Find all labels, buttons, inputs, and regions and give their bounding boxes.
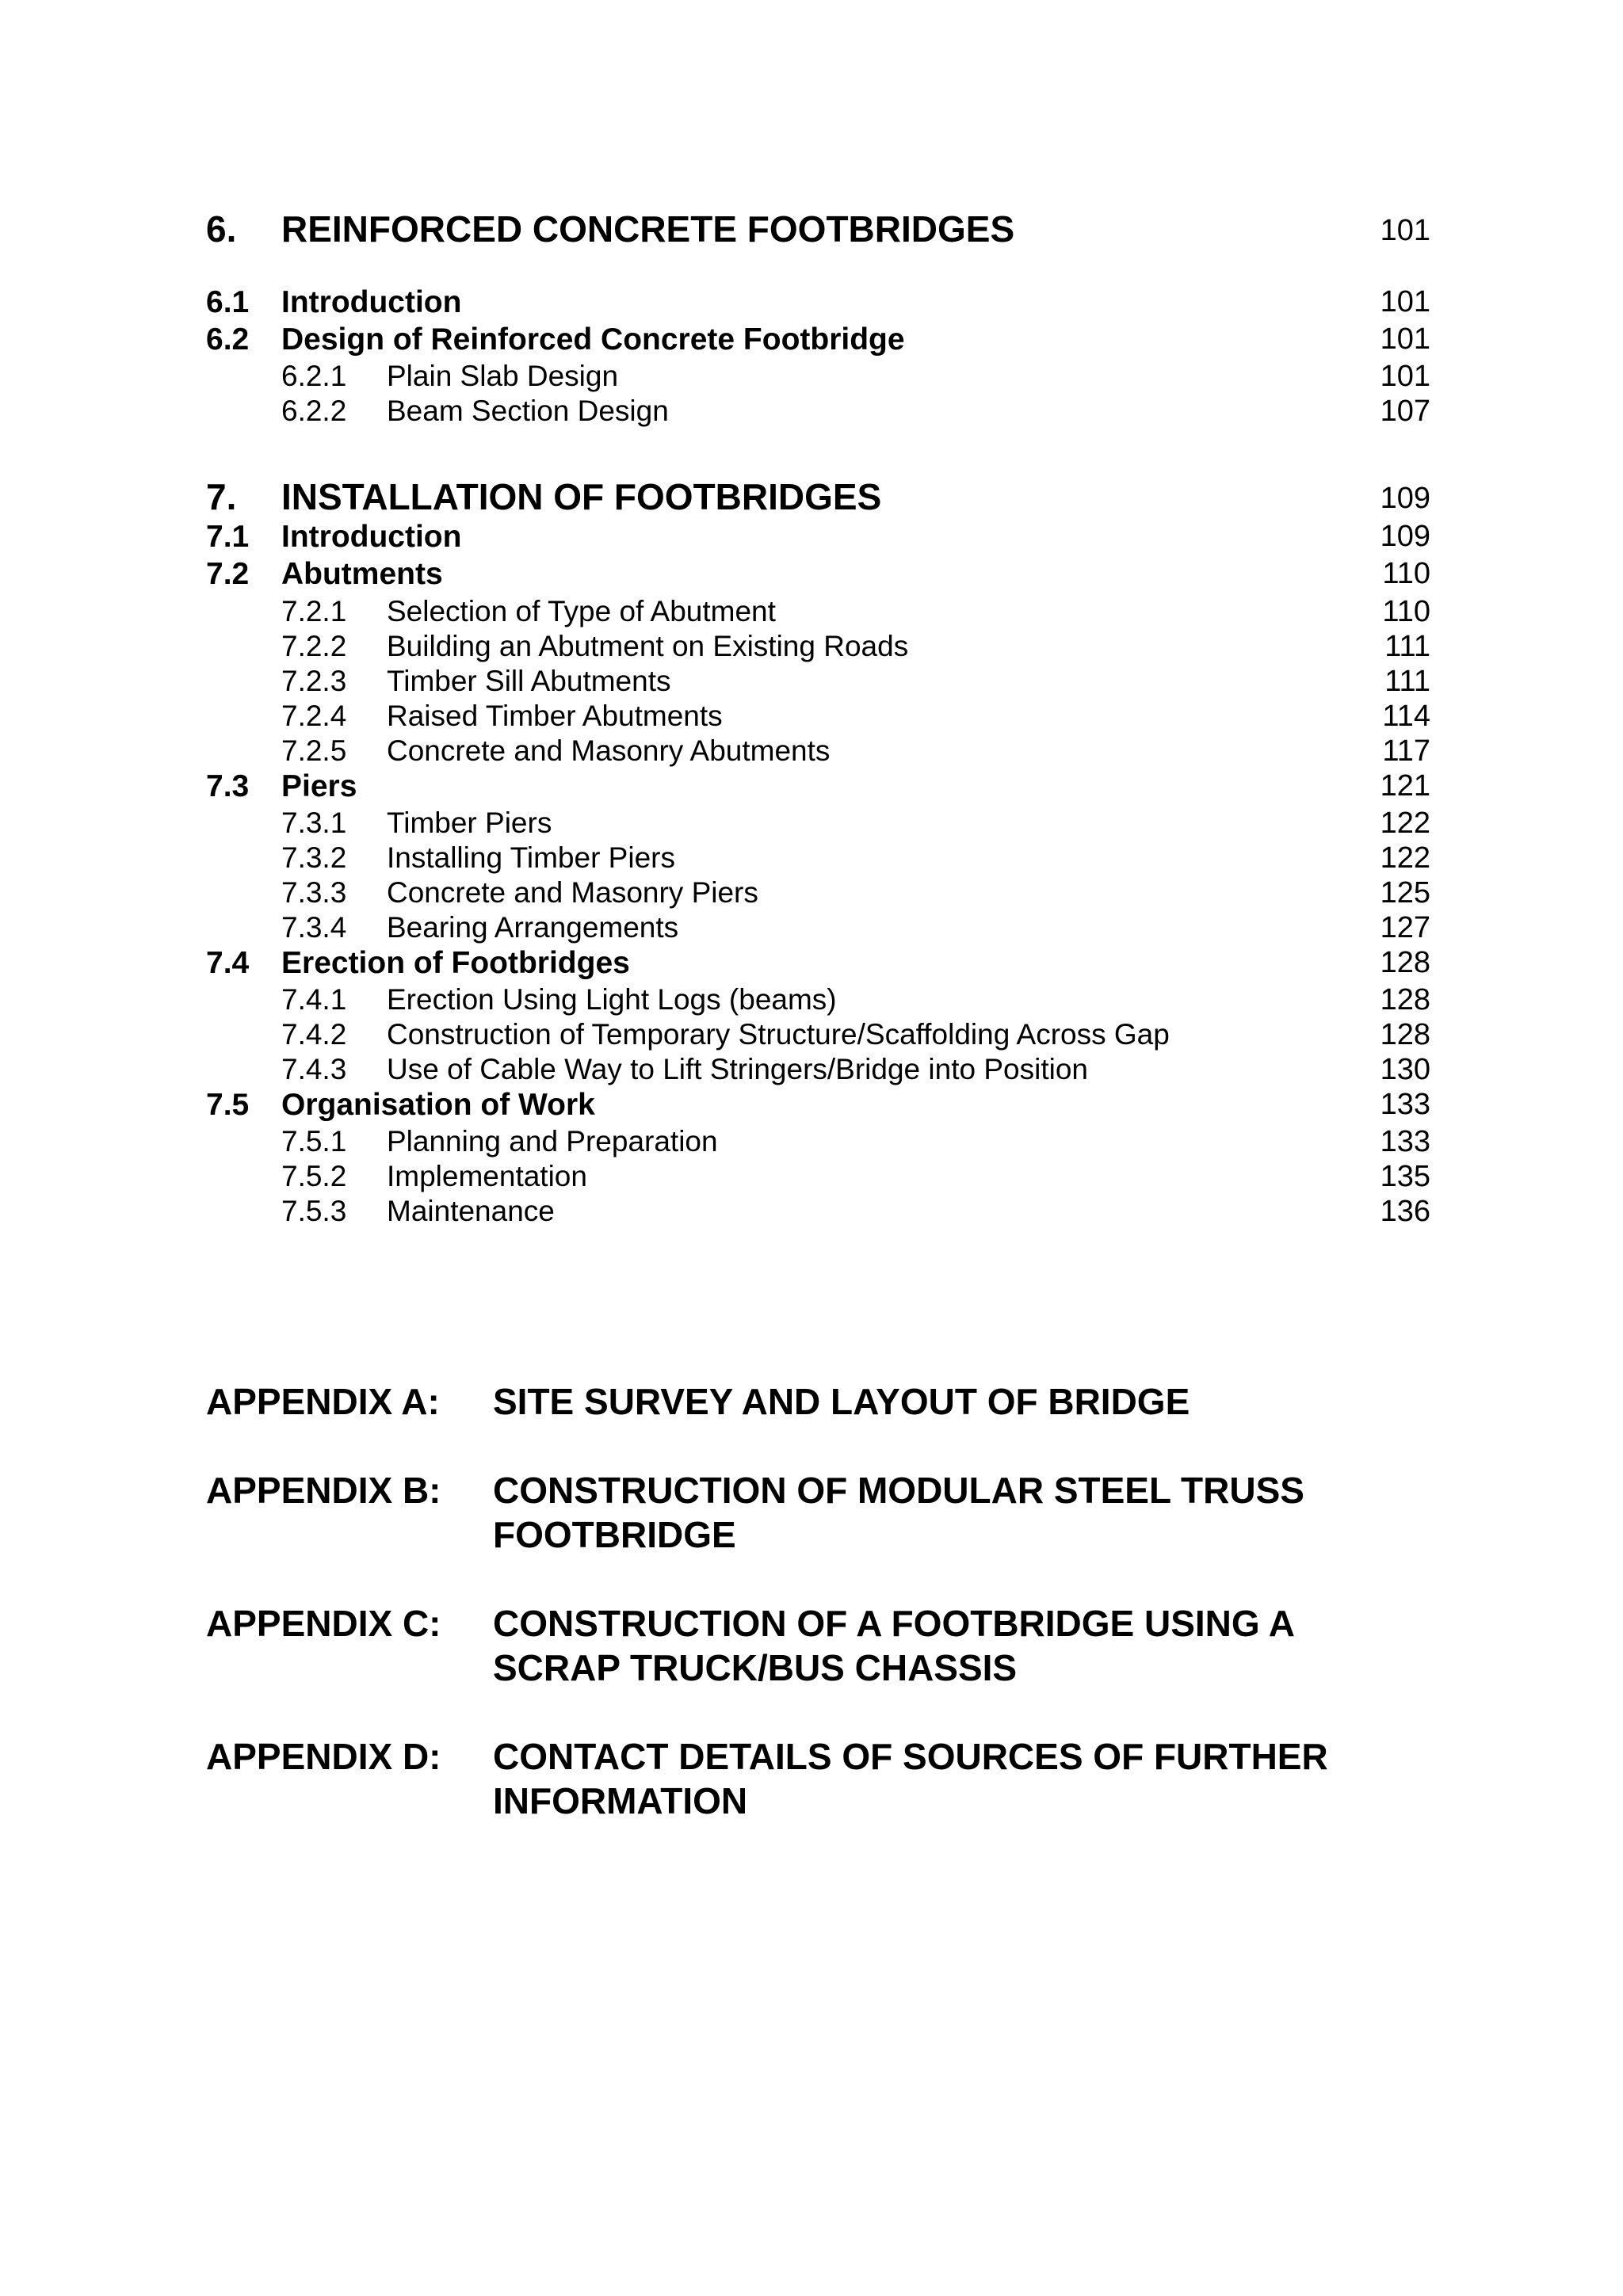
- subsection-title: Construction of Temporary Structure/Scaffolding Across Gap: [387, 1018, 1170, 1051]
- page-number: 101: [1380, 214, 1430, 247]
- page-number: 114: [1382, 700, 1430, 733]
- appendix-title: SITE SURVEY AND LAYOUT OF BRIDGE: [493, 1381, 1190, 1422]
- page-number: 107: [1380, 395, 1430, 428]
- section-title: Design of Reinforced Concrete Footbridge: [281, 322, 905, 357]
- page-number: 122: [1380, 807, 1430, 840]
- page-number: 101: [1380, 360, 1430, 393]
- toc-section-6-1: [206, 285, 1430, 323]
- section-number: 7.2: [206, 557, 250, 591]
- toc-section-7-2: [206, 557, 1430, 595]
- subsection-title: Planning and Preparation: [387, 1125, 718, 1158]
- page-number: 121: [1380, 769, 1430, 803]
- subsection-title: Installing Timber Piers: [387, 841, 675, 874]
- page-number: 101: [1380, 322, 1430, 356]
- appendix-title: CONSTRUCTION OF MODULAR STEEL TRUSS FOOTBRIDGE: [493, 1470, 1304, 1555]
- subsection-number: 7.4.2: [281, 1018, 347, 1051]
- subsection-number: 6.2.1: [281, 360, 347, 392]
- toc-subsection-7-5-2: [206, 1160, 1430, 1198]
- subsection-number: 7.4.3: [281, 1053, 347, 1085]
- toc-section-7-4: [206, 946, 1430, 984]
- page-number: 117: [1382, 734, 1430, 768]
- appendix-label: APPENDIX D:: [206, 1736, 441, 1777]
- page-number: 111: [1384, 630, 1430, 663]
- subsection-number: 7.5.1: [281, 1125, 347, 1158]
- toc-subsection-7-5-3: [206, 1195, 1430, 1233]
- section-number: 6.1: [206, 285, 250, 319]
- toc-subsection-6-2-2: [206, 395, 1430, 433]
- section-title: Introduction: [281, 285, 462, 319]
- page-number: 122: [1380, 841, 1430, 875]
- subsection-title: Bearing Arrangements: [387, 911, 679, 944]
- section-title: Abutments: [281, 557, 443, 591]
- page-number: 127: [1380, 911, 1430, 944]
- page-number: 135: [1380, 1160, 1430, 1193]
- chapter-number: 6.: [206, 208, 237, 250]
- page-number: 136: [1380, 1195, 1430, 1228]
- page-number: 125: [1380, 876, 1430, 910]
- subsection-number: 7.5.3: [281, 1195, 347, 1227]
- page-number: 101: [1380, 285, 1430, 318]
- appendix-label: APPENDIX B:: [206, 1470, 441, 1511]
- subsection-title: Raised Timber Abutments: [387, 700, 723, 732]
- subsection-title: Building an Abutment on Existing Roads: [387, 630, 909, 662]
- subsection-title: Implementation: [387, 1160, 587, 1192]
- subsection-title: Use of Cable Way to Lift Stringers/Bridge into Position: [387, 1053, 1088, 1085]
- toc-subsection-7-2-3: [206, 665, 1430, 703]
- page-number: 128: [1380, 1018, 1430, 1051]
- chapter-title: INSTALLATION OF FOOTBRIDGES: [281, 476, 882, 517]
- page-number: 130: [1380, 1053, 1430, 1086]
- subsection-title: Beam Section Design: [387, 395, 669, 427]
- section-number: 7.3: [206, 769, 250, 803]
- subsection-title: Erection Using Light Logs (beams): [387, 983, 837, 1016]
- page-number: 111: [1384, 665, 1430, 698]
- subsection-number: 7.4.1: [281, 983, 347, 1016]
- section-number: 7.1: [206, 520, 250, 554]
- page-number: 109: [1380, 482, 1430, 515]
- appendix-label: APPENDIX A:: [206, 1381, 440, 1422]
- section-number: 7.5: [206, 1088, 250, 1122]
- section-number: 6.2: [206, 322, 250, 357]
- toc-subsection-7-3-2: [206, 841, 1430, 879]
- subsection-number: 7.3.3: [281, 876, 347, 909]
- subsection-title: Maintenance: [387, 1195, 555, 1227]
- section-title: Erection of Footbridges: [281, 946, 630, 980]
- subsection-number: 7.2.4: [281, 700, 347, 732]
- toc-subsection-7-5-1: [206, 1125, 1430, 1163]
- toc-subsection-6-2-1: [206, 360, 1430, 398]
- toc-chapter-6: [206, 208, 1430, 250]
- toc-section-7-3: [206, 769, 1430, 807]
- toc-subsection-7-4-2: [206, 1018, 1430, 1056]
- toc-subsection-7-3-4: [206, 911, 1430, 949]
- toc-subsection-7-2-5: [206, 734, 1430, 772]
- toc-subsection-7-4-3: [206, 1053, 1430, 1091]
- section-number: 7.4: [206, 946, 250, 980]
- chapter-number: 7.: [206, 476, 237, 517]
- subsection-title: Concrete and Masonry Piers: [387, 876, 758, 909]
- subsection-title: Selection of Type of Abutment: [387, 595, 776, 627]
- toc-chapter-7: [206, 475, 1430, 517]
- toc-subsection-7-2-1: [206, 595, 1430, 633]
- subsection-number: 7.5.2: [281, 1160, 347, 1192]
- toc-subsection-7-3-1: [206, 807, 1430, 845]
- toc-section-6-2: [206, 322, 1430, 360]
- appendix-title: CONSTRUCTION OF A FOOTBRIDGE USING A SCRAP TRUCK/BUS CHASSIS: [493, 1603, 1294, 1688]
- subsection-title: Plain Slab Design: [387, 360, 619, 392]
- subsection-title: Timber Sill Abutments: [387, 665, 671, 697]
- appendix-title: CONTACT DETAILS OF SOURCES OF FURTHER INFORMATION: [493, 1736, 1328, 1821]
- page-number: 133: [1380, 1088, 1430, 1121]
- page-number: 110: [1382, 557, 1430, 590]
- toc-subsection-7-2-2: [206, 630, 1430, 668]
- section-title: Organisation of Work: [281, 1088, 595, 1122]
- subsection-title: Timber Piers: [387, 807, 552, 839]
- toc-subsection-7-2-4: [206, 700, 1430, 738]
- appendix-label: APPENDIX C:: [206, 1603, 441, 1644]
- subsection-number: 7.2.5: [281, 734, 347, 767]
- page-number: 133: [1380, 1125, 1430, 1158]
- page-number: 110: [1382, 595, 1430, 628]
- page-number: 128: [1380, 983, 1430, 1016]
- subsection-number: 7.3.4: [281, 911, 347, 944]
- toc-section-7-1: [206, 520, 1430, 558]
- page-number: 128: [1380, 946, 1430, 979]
- subsection-number: 6.2.2: [281, 395, 347, 427]
- page-number: 109: [1380, 520, 1430, 553]
- toc-section-7-5: [206, 1088, 1430, 1126]
- subsection-title: Concrete and Masonry Abutments: [387, 734, 831, 767]
- section-title: Introduction: [281, 520, 462, 554]
- section-title: Piers: [281, 769, 357, 803]
- subsection-number: 7.3.1: [281, 807, 347, 839]
- subsection-number: 7.2.1: [281, 595, 347, 627]
- subsection-number: 7.2.3: [281, 665, 347, 697]
- subsection-number: 7.2.2: [281, 630, 347, 662]
- subsection-number: 7.3.2: [281, 841, 347, 874]
- toc-subsection-7-4-1: [206, 983, 1430, 1021]
- toc-subsection-7-3-3: [206, 876, 1430, 914]
- chapter-title: REINFORCED CONCRETE FOOTBRIDGES: [281, 208, 1015, 250]
